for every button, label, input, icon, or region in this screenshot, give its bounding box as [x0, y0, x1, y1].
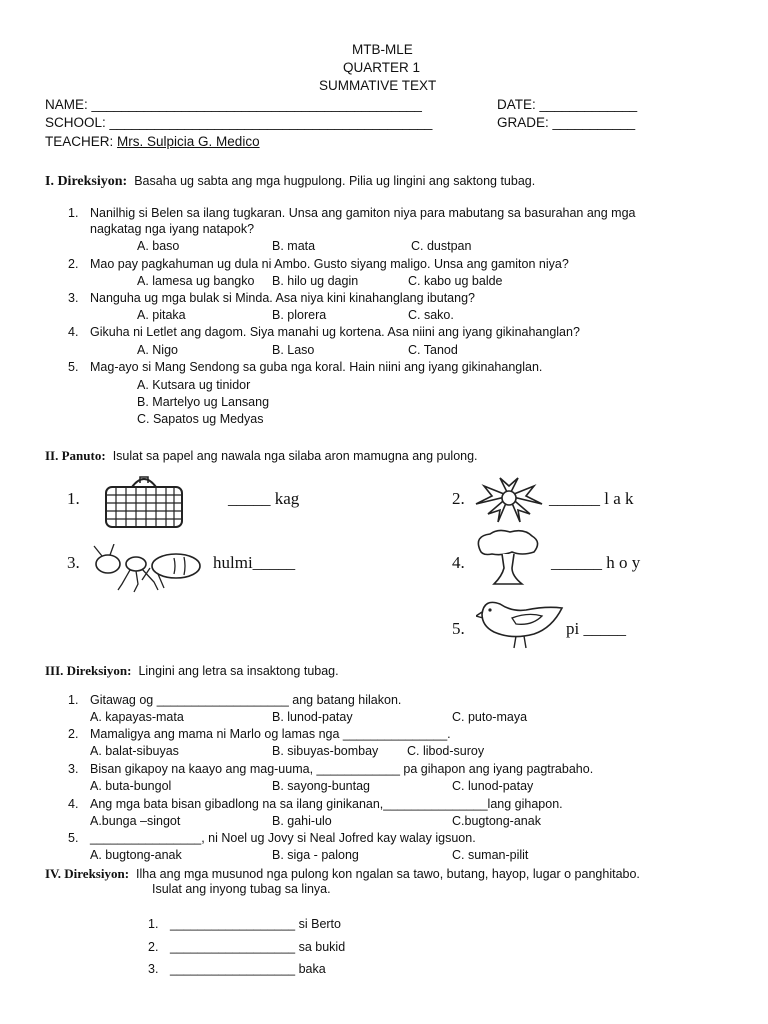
section-4-instruction-2: Isulat ang inyong tubag sa linya.: [152, 882, 331, 896]
s3-q3-choice-b[interactable]: B. sayong-buntag: [272, 779, 370, 793]
q1-number: 1.: [68, 206, 79, 220]
q2-choice-b[interactable]: B. hilo ug dagin: [272, 274, 359, 288]
s3-q4-choice-c[interactable]: C.bugtong-anak: [452, 814, 541, 828]
section-2-heading: [45, 447, 478, 465]
header-line-3: SUMMATIVE TEXT: [319, 78, 437, 93]
q1-choice-c[interactable]: C. dustpan: [411, 239, 472, 253]
s3-q4-number: 4.: [68, 797, 79, 811]
section-4-instruction-1: Ilha ang mga musunod nga pulong kon ngalan sa tawo, butang, hayop, lugar o panghitabo.: [136, 867, 640, 881]
q3-number: 3.: [68, 291, 79, 305]
s4-item1-number: 1.: [148, 917, 159, 931]
q4-text: Gikuha ni Letlet ang dagom. Siya manahi ug kortena. Asa niini ang iyang gikinahanglan?: [90, 325, 580, 339]
section-4-heading: [45, 865, 640, 883]
ant-icon: [88, 544, 206, 594]
s2-item1-number: 1.: [67, 489, 80, 508]
teacher-name: Mrs. Sulpicia G. Medico: [117, 134, 260, 149]
s2-item2-number: 2.: [452, 489, 465, 508]
date-field[interactable]: DATE: _____________: [497, 97, 638, 112]
q2-text: Mao pay pagkahuman ug dula ni Ambo. Gusto siyang maligo. Unsa ang gamiton niya?: [90, 257, 569, 271]
s4-item3-text[interactable]: __________________ baka: [170, 962, 326, 976]
q2-choice-a[interactable]: A. lamesa ug bangko: [137, 274, 255, 288]
q2-number: 2.: [68, 257, 79, 271]
s3-q3-choice-a[interactable]: A. buta-bungol: [90, 779, 172, 793]
s3-q4-choice-b[interactable]: B. gahi-ulo: [272, 814, 332, 828]
section-2-title: II. Panuto:: [45, 448, 106, 463]
s3-q1-choice-a[interactable]: A. kapayas-mata: [90, 710, 184, 724]
q3-choice-b[interactable]: B. plorera: [272, 308, 327, 322]
s3-q1-choice-c[interactable]: C. puto-maya: [452, 710, 528, 724]
q2-choice-c[interactable]: C. kabo ug balde: [408, 274, 503, 288]
q1-choice-a[interactable]: A. baso: [137, 239, 180, 253]
q3-choice-c[interactable]: C. sako.: [408, 308, 454, 322]
s3-q2-choice-b[interactable]: B. sibuyas-bombay: [272, 744, 379, 758]
q4-choice-c[interactable]: C. Tanod: [408, 343, 458, 357]
s3-q1-number: 1.: [68, 693, 79, 707]
section-1-instruction: Basaha ug sabta ang mga hugpulong. Pilia ug lingini ang saktong tubag.: [134, 174, 536, 188]
s3-q5-choice-a[interactable]: A. bugtong-anak: [90, 848, 182, 862]
s2-item3-text: hulmi_____: [213, 553, 296, 572]
basket-icon: [102, 473, 186, 531]
section-1-heading: [45, 172, 535, 190]
section-1-title: I. Direksiyon:: [45, 174, 128, 189]
section-4-title: IV. Direksiyon:: [45, 866, 130, 881]
s2-item4-text: ______ h o y: [551, 553, 641, 572]
q3-choice-a[interactable]: A. pitaka: [137, 308, 186, 322]
s4-item1-text[interactable]: __________________ si Berto: [170, 917, 341, 931]
s2-item3-number: 3.: [67, 553, 80, 572]
s3-q3-text: Bisan gikapoy na kaayo ang mag-uuma, ____________ pa gihapon ang iyang pagtrabaho.: [90, 762, 594, 776]
q5-choice-a[interactable]: A. Kutsara ug tinidor: [137, 378, 251, 392]
s3-q1-text: Gitawag og ___________________ ang batang hilakon.: [90, 693, 402, 707]
q5-number: 5.: [68, 360, 79, 374]
name-field[interactable]: NAME: ____________________________________________: [45, 97, 422, 112]
section-3-instruction: Lingini ang letra sa insaktong tubag.: [138, 664, 339, 678]
s4-item2-text[interactable]: __________________ sa bukid: [170, 940, 346, 954]
s2-item5-text: pi _____: [566, 619, 626, 638]
header-line-2: QUARTER 1: [343, 60, 421, 75]
bird-icon: [476, 594, 566, 650]
q5-choice-c[interactable]: C. Sapatos ug Medyas: [137, 412, 264, 426]
q4-choice-a[interactable]: A. Nigo: [137, 343, 178, 357]
s3-q1-choice-b[interactable]: B. lunod-patay: [272, 710, 353, 724]
s2-item5-number: 5.: [452, 619, 465, 638]
s3-q4-text: Ang mga bata bisan gibadlong na sa ilang ginikanan,_______________lang gihapon.: [90, 797, 563, 811]
s3-q5-text: ________________, ni Noel ug Jovy si Neal Jofred kay walay igsuon.: [90, 831, 476, 845]
section-3-title: III. Direksiyon:: [45, 663, 132, 678]
tree-icon: [472, 528, 544, 588]
s3-q5-choice-c[interactable]: C. suman-pilit: [452, 848, 529, 862]
s3-q2-text: Mamaligya ang mama ni Marlo og lamas nga _______________.: [90, 727, 451, 741]
s3-q2-number: 2.: [68, 727, 79, 741]
q5-choice-b[interactable]: B. Martelyo ug Lansang: [137, 395, 270, 409]
s3-q4-choice-a[interactable]: A.bunga –singot: [90, 814, 181, 828]
q1-text-line2: nagkatag nga iyang natapok?: [90, 222, 255, 236]
q3-text: Nanguha ug mga bulak si Minda. Asa niya kini kinahanglang ibutang?: [90, 291, 475, 305]
s3-q5-number: 5.: [68, 831, 79, 845]
q1-text-line1: Nanilhig si Belen sa ilang tugkaran. Unsa ang gamiton niya para mabutang sa basurahan ang mga: [90, 206, 636, 220]
s3-q2-choice-a[interactable]: A. balat-sibuyas: [90, 744, 179, 758]
s3-q3-number: 3.: [68, 762, 79, 776]
s4-item2-number: 2.: [148, 940, 159, 954]
s2-item4-number: 4.: [452, 553, 465, 572]
q4-number: 4.: [68, 325, 79, 339]
q1-choice-b[interactable]: B. mata: [272, 239, 316, 253]
s2-item2-text: ______ l a k: [549, 489, 634, 508]
grade-field[interactable]: GRADE: ___________: [497, 115, 636, 130]
section-3-heading: [45, 662, 339, 680]
s4-item3-number: 3.: [148, 962, 159, 976]
section-2-instruction: Isulat sa papel ang nawala nga silaba aron mamugna ang pulong.: [112, 449, 478, 463]
teacher-label: TEACHER:: [45, 134, 114, 149]
teacher-line: [45, 134, 260, 149]
q4-choice-b[interactable]: B. Laso: [272, 343, 315, 357]
school-field[interactable]: SCHOOL: ___________________________________________: [45, 115, 433, 130]
s3-q2-choice-c[interactable]: C. libod-suroy: [407, 744, 485, 758]
header-line-1: MTB-MLE: [352, 42, 413, 57]
q5-text: Mag-ayo si Mang Sendong sa guba nga koral. Hain niini ang iyang gikinahanglan.: [90, 360, 543, 374]
flower-icon: [470, 474, 548, 524]
s2-item1-text: _____ kag: [228, 489, 300, 508]
s3-q5-choice-b[interactable]: B. siga - palong: [272, 848, 359, 862]
s3-q3-choice-c[interactable]: C. lunod-patay: [452, 779, 534, 793]
